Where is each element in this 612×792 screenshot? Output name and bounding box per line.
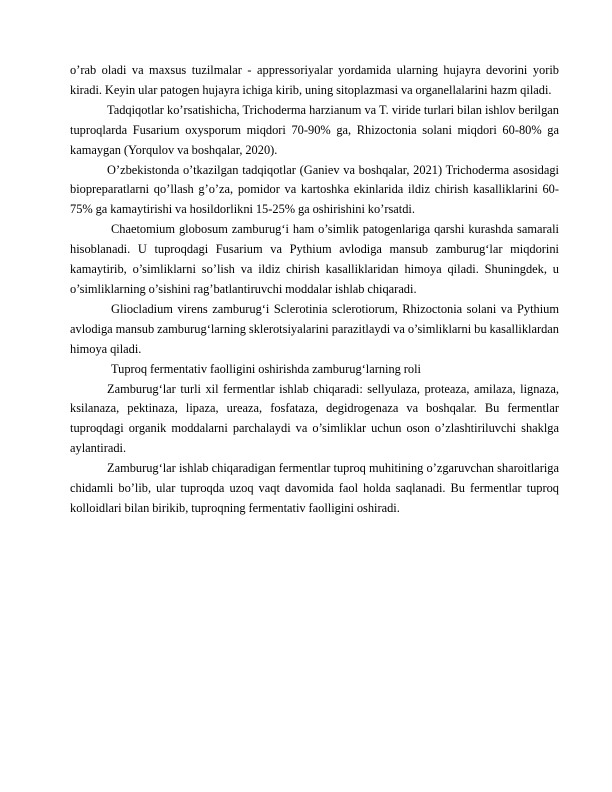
paragraph-trichoderma-research: Tadqiqotlar ko’rsatishicha, Trichoderma harzianum va T. viride turlari bilan ishlov berilgan tuproqlarda Fusarium oxysporum miqdori 70-90% ga, Rhizoctonia solani miqdori 60-80% ga kamaygan (Yorqulov va boshqalar, 2020).	[70, 102, 559, 157]
paragraph-enzymes-list: Zamburug‘lar turli xil fermentlar ishlab chiqaradi: sellyulaza, proteaza, amilaza, lignaza, ksilanaza, pektinaza, lipaza, ureaza, fosfataza, degidrogenaza va boshqalar. Bu fermentlar tuproqdagi organik moddalarni parchalaydi va o’simliklar uchun oson o’zlashtiriluvchi shaklga aylantiradi.	[70, 381, 559, 456]
paragraph-enzymes-stability: Zamburug‘lar ishlab chiqaradigan fermentlar tuproq muhitining o’zgaruvchan sharoitlariga chidamli bo’lib, ular tuproqda uzoq vaqt davomida faol holda saqlanadi. Bu fermentlar tuproq kolloidlari bilan birikib, tuproqning fermentativ faolligini oshiradi.	[70, 461, 559, 515]
document-page	[70, 61, 559, 519]
paragraph-gliocladium: Gliocladium virens zamburug‘i Sclerotinia sclerotiorum, Rhizoctonia solani va Pythium avlodiga mansub zamburug‘larning sklerotsiyalarini parazitlaydi va o’simliklarni bu kasalliklardan himoya qiladi.	[70, 301, 559, 356]
section-heading-enzymatic-activity: Tuproq fermentativ faolligini oshirishda zamburug‘larning roli	[111, 361, 421, 376]
paragraph-appressoria: o’rab oladi va maxsus tuzilmalar - appressoriyalar yordamida ularning hujayra devorini yorib kiradi. Keyin ular patogen hujayra ichiga kirib, uning sitoplazmasi va organellalarini hazm qiladi.	[70, 63, 559, 97]
paragraph-chaetomium: Chaetomium globosum zamburug‘i ham o’simlik patogenlariga qarshi kurashda samarali hisoblanadi. U tuproqdagi Fusarium va Pythium avlodiga mansub zamburug‘lar miqdorini kamaytirib, o’simliklarni so’lish va ildiz chirish kasalliklaridan himoya qiladi. Shuningdek, u o’simliklarning o’sishini rag’batlantiruvchi moddalar ishlab chiqaradi.	[70, 222, 559, 296]
paragraph-uzbekistan-research: O’zbekistonda o’tkazilgan tadqiqotlar (Ganiev va boshqalar, 2021) Trichoderma asosidagi biopreparatlarni qo’llash g’o’za, pomidor va kartoshka ekinlarida ildiz chirish kasalliklarini 60-75% ga kamaytirishi va hosildorlikni 15-25% ga oshirishini ko’rsatdi.	[70, 162, 559, 217]
